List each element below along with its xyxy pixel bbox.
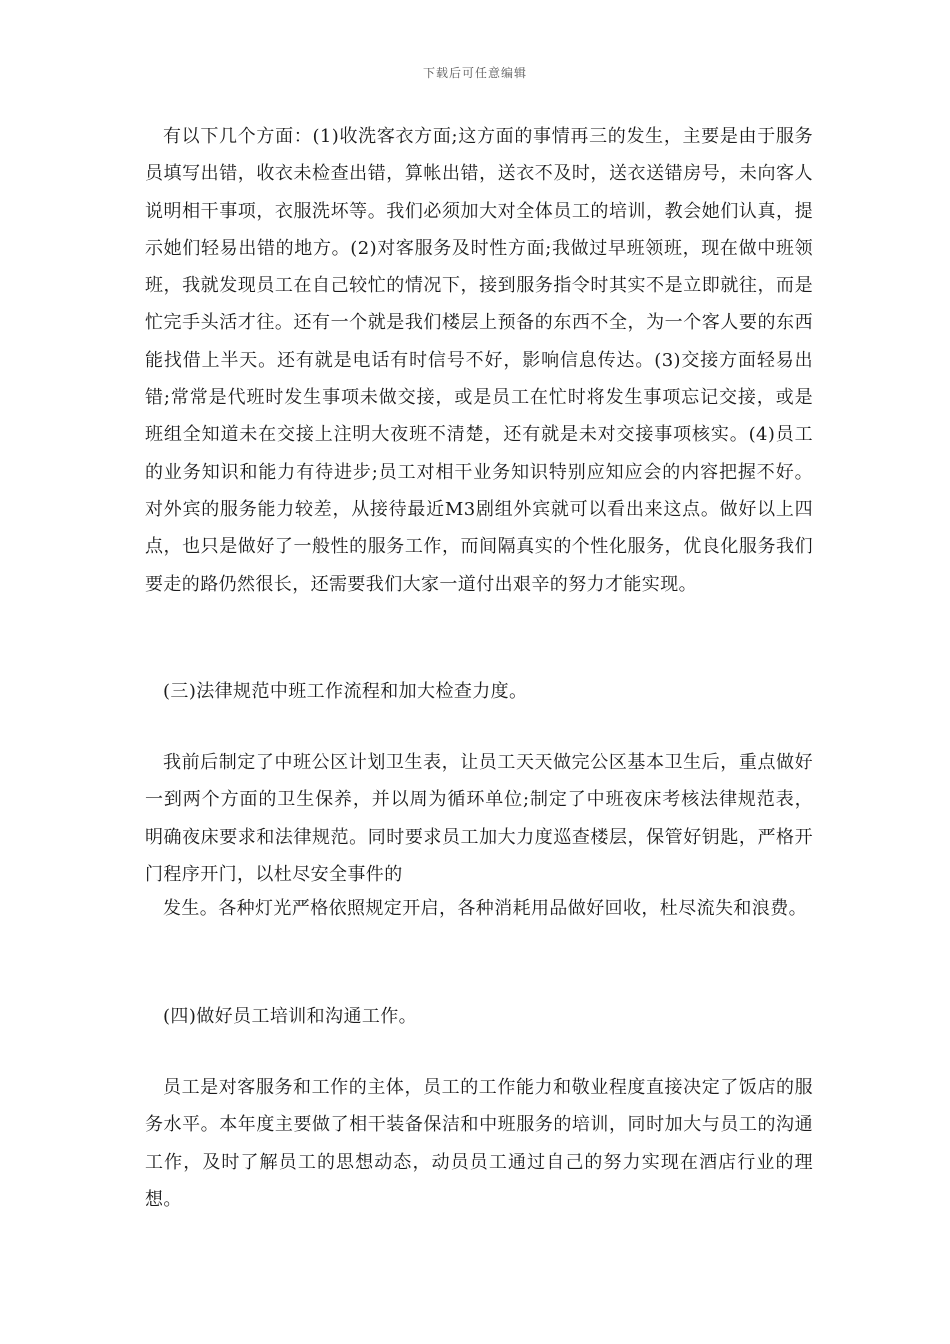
paragraph-staff-training: 员工是对客服务和工作的主体，员工的工作能力和敬业程度直接决定了饭店的服务水平。本年度主要做了相干装备保洁和中班服务的培训，同时加大与员工的沟通工作，及时了解员工的思想动态，动员员工通过自己的努力实现在酒店行业的理想。 [145,1077,813,1210]
paragraph-hygiene-plan: 我前后制定了中班公区计划卫生表，让员工天天做完公区基本卫生后，重点做好一到两个方面的卫生保养，并以周为循环单位;制定了中班夜床考核法律规范表，明确夜床要求和法律规范。同时要求员工加大力度巡查楼层，保管好钥匙，严格开门程序开门，以杜尽安全事件的 [145,752,813,885]
paragraph-service-issues: 有以下几个方面：(1)收洗客衣方面;这方面的事情再三的发生，主要是由于服务员填写出错，收衣未检查出错，算帐出错，送衣不及时，送衣送错房号，未向客人说明相干事项，衣服洗坏等。我们必须加大对全体员工的培训，教会她们认真，提示她们轻易出错的地方。(2)对客服务及时性方面;我做过早班领班，现在做中班领班，我就发现员工在自己较忙的情况下，接到服务指令时其实不是立即就往，而是忙完手头活才往。还有一个就是我们楼层上预备的东西不全，为一个客人要的东西能找借上半天。还有就是电话有时信号不好，影响信息传达。(3)交接方面轻易出错;常常是代班时发生事项未做交接，或是员工在忙时将发生事项忘记交接，或是班组全知道未在交接上注明大夜班不清楚，还有就是未对交接事项核实。(4)员工的业务知识和能力有待进步;员工对相干业务知识特别应知应会的内容把握不好。对外宾的服务能力较差，从接待最近M3剧组外宾就可以看出来这点。做好以上四点，也只是做好了一般性的服务工作，而间隔真实的个性化服务，优良化服务我们要走的路仍然很长，还需要我们大家一道付出艰辛的努力才能实现。 [145,126,813,595]
section-heading-4: (四)做好员工培训和沟通工作。 [163,1006,418,1027]
paragraph-lighting-supplies: 发生。各种灯光严格依照规定开启，各种消耗用品做好回收，杜尽流失和浪费。 [163,898,807,919]
section-heading-3: (三)法律规范中班工作流程和加大检查力度。 [163,681,528,702]
header-note: 下载后可任意编辑 [422,66,527,80]
